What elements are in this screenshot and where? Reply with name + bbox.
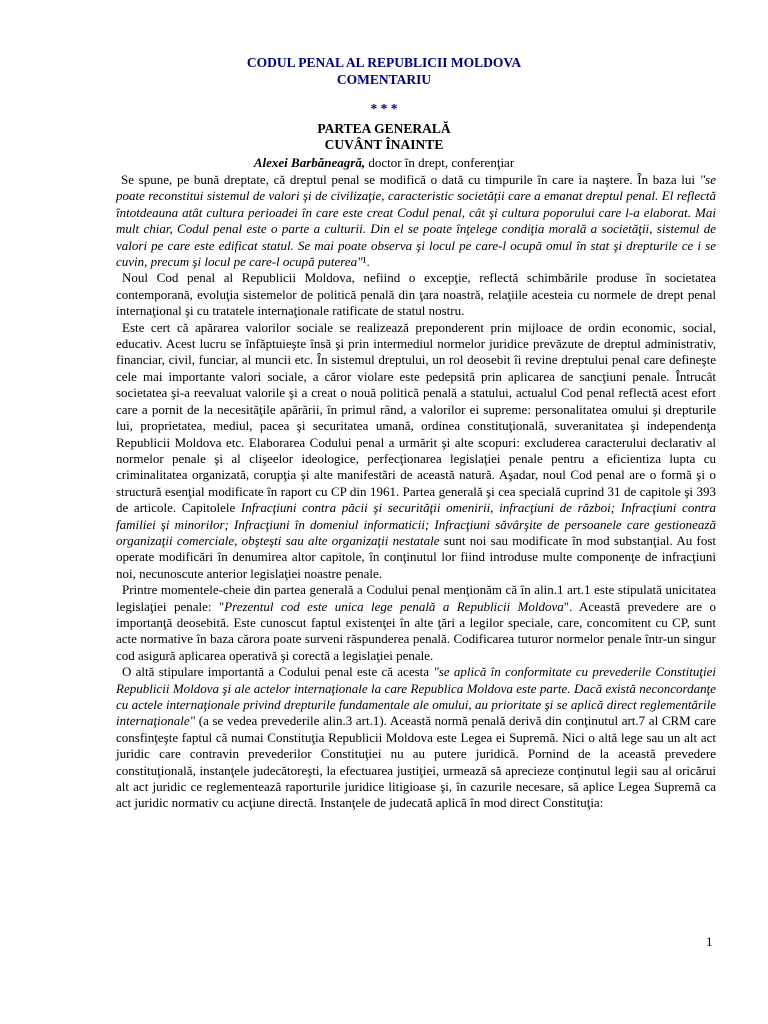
paragraph-1 [116,172,716,270]
author-name: Alexei Barbăneagră, [253,155,366,170]
paragraph-5 [116,664,716,812]
page-number: 1 [706,934,713,949]
section-headings [0,121,768,153]
paragraph-3 [116,320,716,583]
paragraph-4-quote: Prezentul cod este unica lege penală a Republicii Moldova [224,598,564,614]
author-line [0,155,768,171]
part-heading: PARTEA GENERALĂ [317,121,451,136]
title-line-1: CODUL PENAL AL REPUBLICII MOLDOVA [246,55,522,70]
title-line-2: COMENTARIU [336,72,432,87]
paragraph-5-quote: "se aplică în conformitate cu prevederile Constituţiei Republicii Moldova şi ale actelor internaţionale la care Republica Moldova este parte. Dacă există neconcordanţe cu actele internaţionale privind drepturile fundamentale ale omului, au prioritate şi se aplică direct reglementările internaţionale" [116,664,716,729]
paragraph-1-quote: "se poate reconstitui sistemul de valori şi de civilizaţie, caracteristic societăţii care a emanat dreptul penal. El reflectă întotdeauna atât cultura perioadei în care este creat Codul penal, cât şi cultura poporului care l-a elaborat. Mai mult chiar, Codul penal este o parte a culturii. Din el se poate înţelege condiţia morală a societăţii, sistemul de valori pe care este edificat statul. Se mai poate observa şi locul pe care-l ocupă omul în stat şi drepturile ce i se cuvin, precum şi locul pe care-l ocupă puterea" [116,172,716,270]
paragraph-1-text: Se spune, pe bună dreptate, că dreptul penal se modifică o dată cu timpurile în care ia naştere. În baza lui [121,172,700,187]
section-heading: CUVÂNT ÎNAINTE [324,137,444,152]
body-text [116,172,716,812]
paragraph-2: Noul Cod penal al Republicii Moldova, nefiind o excepţie, reflectă schimbările produse în societatea contemporană, evoluţia sistemelor de politică penală din ţara noastră, relaţiile acesteia cu normele de drept penal internaţional şi cu tratatele internaţionale ratificate de statul nostru. [116,270,716,319]
paragraph-3-text: Este cert că apărarea valorilor sociale se realizează preponderent prin mijloace de ordin economic, social, educativ. Acest lucru se înfăptuieşte însă şi prin intermediul normelor juridice prevăzute de dreptul administrativ, financiar, civil, funciar, al muncii etc. În sistemul dreptului, un rol deosebit îi revine dreptului penal care defineşte cele mai importante valori sociale, a căror violare este pedepsită prin aplicarea de sancţiuni penale. Întrucât societatea şi-a reevaluat valorile şi a creat o nouă politică penală a statului, actualul Cod penal reflectă acest efort care a pornit de la necesităţile apărării, în primul rând, a valorilor ei supreme: personalitatea omului şi drepturile lui, proprietatea, mediul, pacea şi securitatea umană, ordinea constituţională, suveranitatea şi independenţa Republicii Moldova etc. Elaborarea Codului penal a urmărit şi alte scopuri: excluderea caracterului declarativ al normelor penale şi al clişeelor ideologice, perfecţionarea legislaţiei penale pentru a eficientiza lupta cu criminalitatea organizată, corupţia şi alte manifestări de această natură. Aşadar, noul Cod penal are o formă şi o structură esenţial modificate în raport cu CP din 1961. Partea generală şi cea specială cuprind 31 de capitole şi 393 de articole. Capitolele [116,319,716,516]
paragraph-5-text-end: (a se vedea prevederile alin.3 art.1). Această normă penală derivă din conţinutul art.7 al CRM care consfinţeşte faptul că numai Constituţia Republicii Moldova este Legea ei Supremă. Nici o altă lege sau un alt act juridic care contravin prevederilor Constituţiei nu au putere juridică. Pornind de la această prevedere constituţională, instanţele judecătoreşti, la efectuarea justiţiei, urmează să aprecieze conţinutul legii sau al oricărui alt act juridic ce reglementează raporturile juridice litigioase şi, în cazurile necesare, să aplice Legea Supremă ca act juridic normativ cu acţiune directă. Instanţele de judecată aplică în mod direct Constituţia: [116,713,716,811]
document-title [0,54,768,88]
paragraph-3-text-end: sunt noi sau modificate în mod substanţial. Au fost operate modificări în denumirea altor capitole, în conţinutul lor fiind introduse multe componenţe de infracţiuni noi, necunoscute anterior legislaţiei noastre penale. [116,532,716,581]
paragraph-4-text-end: ". Această prevedere are o importanţă deosebită. Este cunoscut faptul existenţei în alte ţări a legilor speciale, care, concomitent cu CP, sunt acte normative în baza cărora poate surveni răspunderea penală. Codificarea tuturor normelor penale într-un singur cod asigură aplicarea operativă şi corectă a legislaţiei penale. [116,598,716,663]
footnote-ref: ¹. [362,254,370,270]
paragraph-4 [116,582,716,664]
section-separator: * * * [370,101,398,116]
paragraph-3-chapters: Infracţiuni contra păcii şi securităţii omenirii, infracţiuni de război; Infracţiuni contra familiei şi minorilor; Infracţiuni în domeniul informaticii; Infracţiuni săvârşite de persoanele care gestionează organizaţii comerciale, obşteşti sau alte organizaţii nestatale [116,500,716,548]
paragraph-4-text: Printre momentele-cheie din partea generală a Codului penal menţionăm că în alin.1 art.1 este stipulată unicitatea legislaţiei penale: " [116,582,716,614]
author-title: doctor în drept, conferenţiar [365,155,515,170]
paragraph-5-text: O altă stipulare importantă a Codului penal este că acesta [122,664,434,680]
